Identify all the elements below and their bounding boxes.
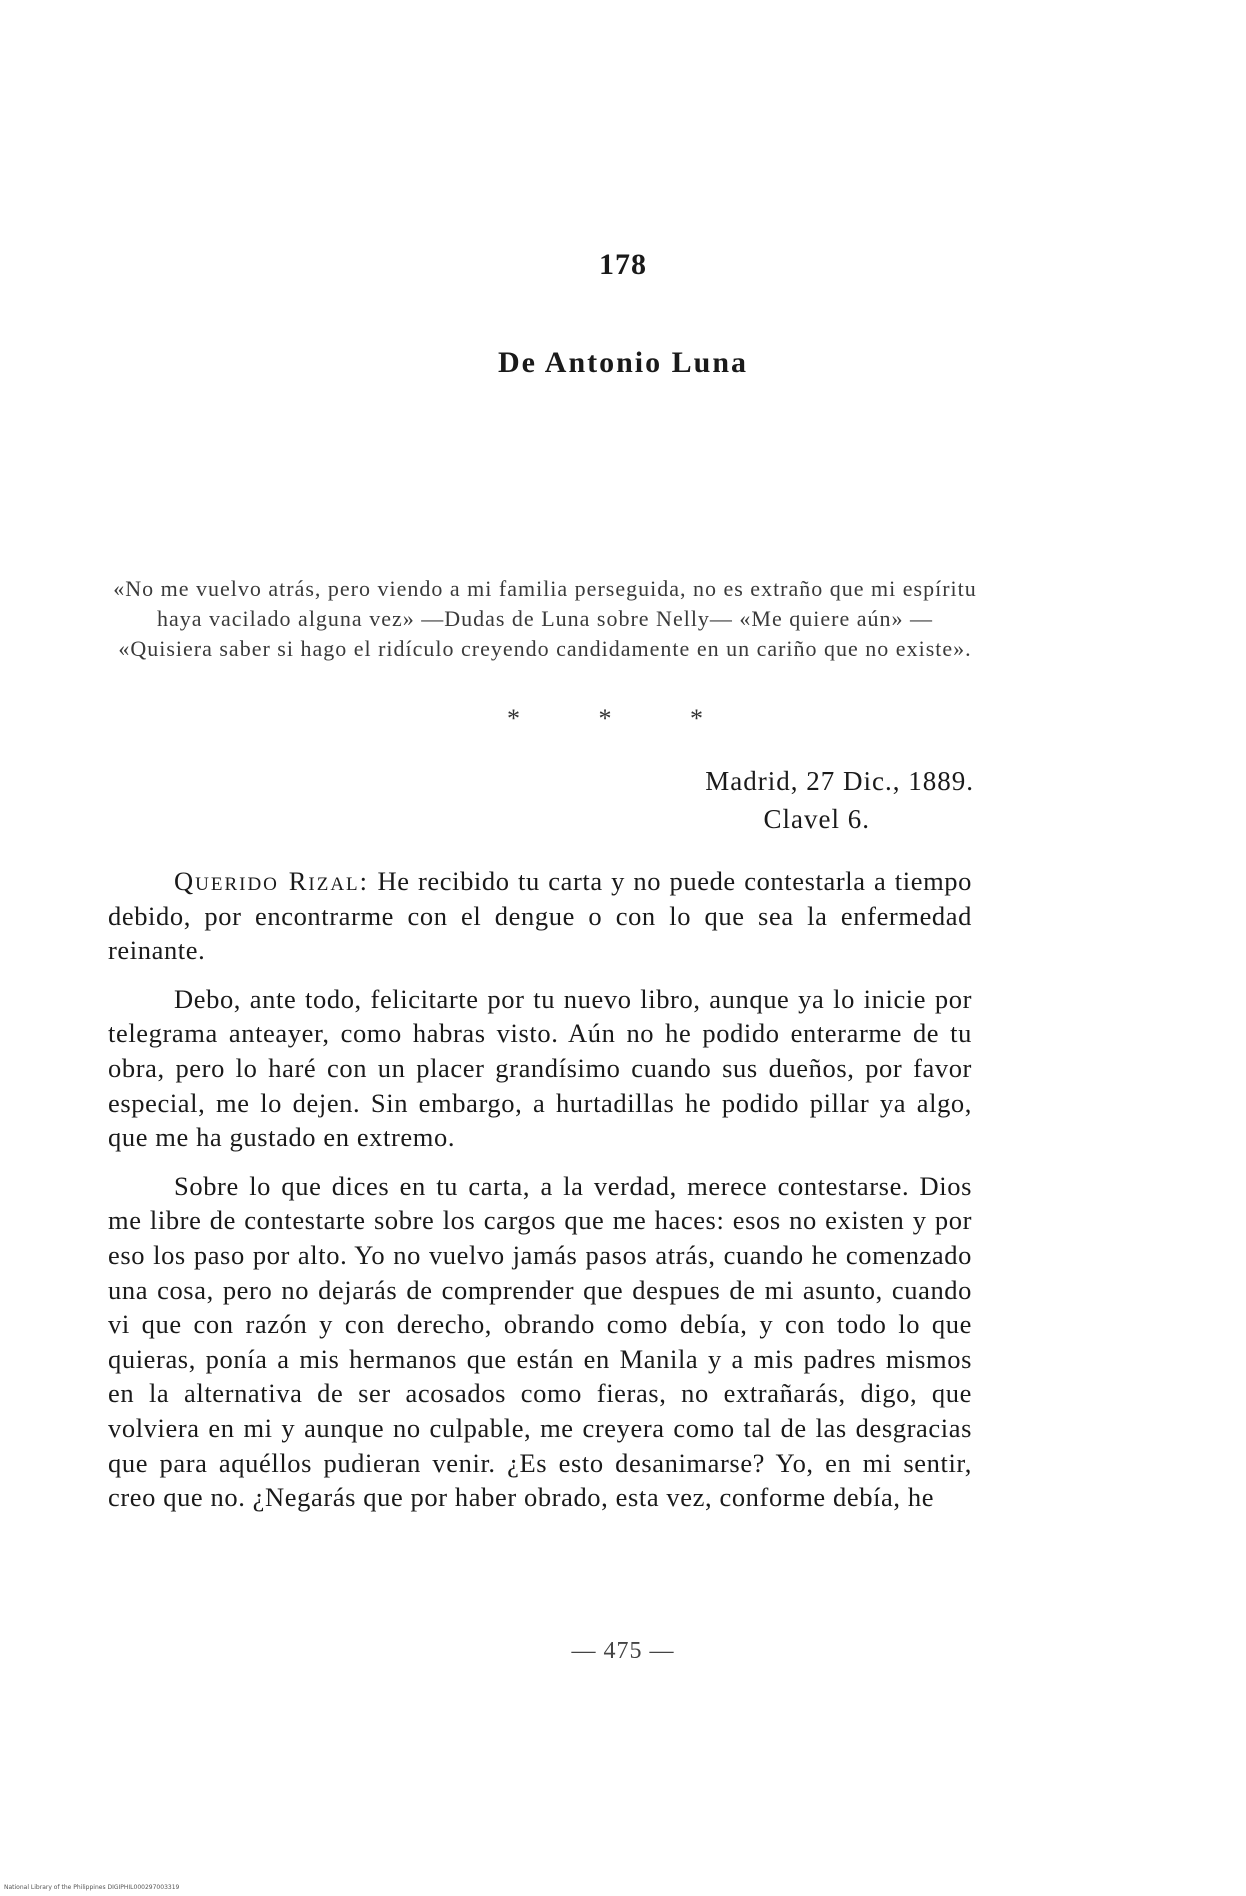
letter-body — [108, 864, 972, 1529]
letter-date: Madrid, 27 Dic., 1889. — [705, 766, 974, 796]
paragraph: Sobre lo que dices en tu carta, a la verdad, merece contestarse. Dios me libre de contestarte sobre los cargos que me haces: esos no existen y por eso los paso por alto. Yo no vuelvo jamás pasos atrás, cuando he comenzado una cosa, pero no dejarás de comprender que despues de mi asunto, cuando vi que con razón y con derecho, obrando como debía, y con todo lo que quieras, ponía a mis hermanos que están en Manila y a mis padres mismos en la alternativa de ser acosados como fieras, no extrañarás, digo, que volviera en mi y aunque no culpable, me creyera como tal de las desgracias que para aquéllos pudieran venir. ¿Es esto desanimarse? Yo, en mi sentir, creo que no. ¿Negarás que por haber obrado, esta vez, conforme debía, he — [108, 1170, 972, 1513]
footer-credit: National Library of the Philippines DIGIPHIL000297003319 — [4, 1884, 180, 1891]
paragraph-text: He recibido tu carta y no puede contestarla a tiempo debido, por encontrarme con el dengue o con lo que sea la enfermedad reinante. — [108, 866, 972, 966]
paragraph: Debo, ante todo, felicitarte por tu nuevo libro, aunque ya lo inicie por telegrama anteayer, como habras visto. Aún no he podido enterarme de tu obra, pero lo haré con un placer grandísimo cuando sus dueños, por favor especial, me lo dejen. Sin embargo, a hurtadillas he podido pillar ya algo, que me ha gustado en extremo. — [108, 983, 972, 1153]
letter-address: Clavel 6. — [763, 804, 870, 834]
letter-number: 178 — [599, 248, 647, 281]
letter-title: De Antonio Luna — [497, 346, 749, 379]
salutation: Querido Rizal: — [174, 866, 370, 896]
dateline — [600, 762, 974, 838]
page-number: — 475 — — [571, 1638, 675, 1664]
section-separator: * * * — [507, 704, 739, 733]
paragraph — [108, 864, 972, 968]
letter-summary: «No me vuelvo atrás, pero viendo a mi familia perseguida, no es extraño que mi espíritu haya vacilado alguna vez» —Dudas de Luna sobre Nelly— «Me quiere aún» — «Quisiera saber si hago el ridículo creyendo candidamente en un cariño que no existe». — [113, 576, 977, 661]
